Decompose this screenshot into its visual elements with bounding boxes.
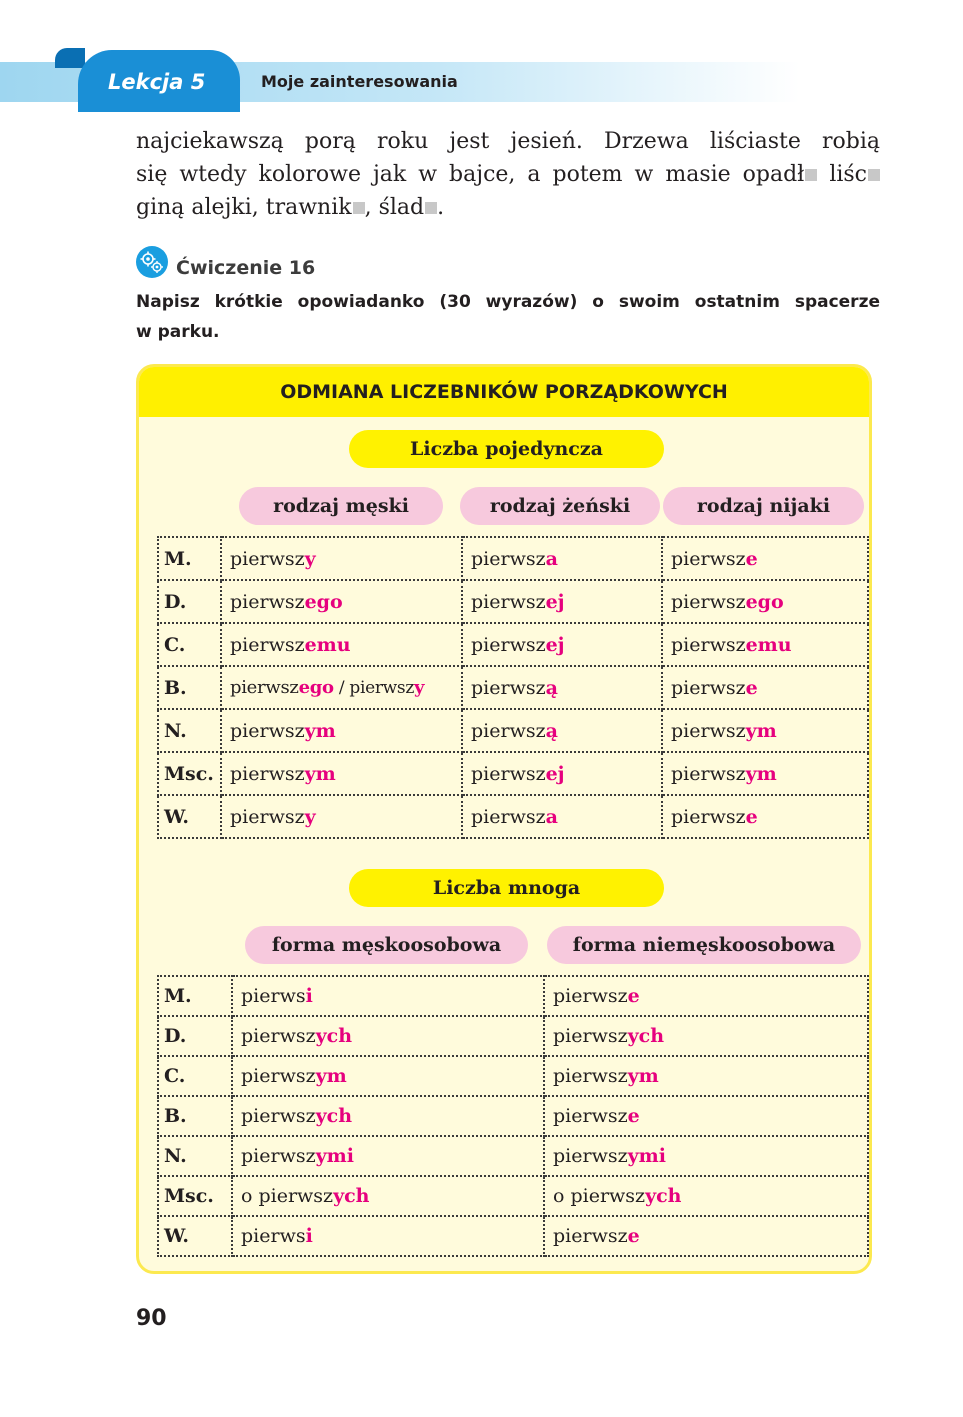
declension-cell [462, 580, 662, 623]
ending-text: a [545, 805, 558, 828]
stem-text: pierwsz [230, 547, 305, 570]
stem-text: pierwsz [471, 590, 546, 613]
ending-text: y [414, 677, 425, 698]
stem-text: o pierwsz [241, 1185, 334, 1207]
case-label: Msc. [158, 1176, 232, 1216]
grammar-box-title: ODMIANA LICZEBNIKÓW PORZĄDKOWYCH [139, 367, 869, 417]
case-label: Msc. [158, 752, 221, 795]
declension-cell [221, 795, 462, 838]
gears-icon [136, 246, 168, 278]
ending-text: ym [745, 719, 777, 742]
table-row [158, 1216, 868, 1256]
stem-text: pierwsz [230, 805, 305, 828]
declension-cell [221, 580, 462, 623]
declension-cell [662, 580, 868, 623]
lesson-label: Lekcja 5 [108, 70, 206, 94]
ending-text: ej [545, 590, 565, 613]
declension-cell [462, 752, 662, 795]
reading-paragraph [136, 125, 880, 224]
ending-text: ych [627, 1025, 665, 1047]
paragraph-line-3 [136, 191, 880, 224]
declension-cell [662, 666, 868, 709]
stem-text: pierwsz [471, 547, 546, 570]
column-header-feminine: rodzaj żeński [460, 487, 660, 525]
stem-text: pierwsz [230, 719, 305, 742]
stem-text: pierwsz [553, 1025, 628, 1047]
paragraph-text: , ślad [364, 195, 425, 220]
page-number: 90 [136, 1306, 167, 1331]
paragraph-line-2 [136, 158, 880, 191]
declension-cell [232, 1136, 544, 1176]
table-row [158, 666, 868, 709]
declension-cell [221, 623, 462, 666]
stem-text: pierwsz [471, 719, 546, 742]
stem-text: o pierwsz [553, 1185, 646, 1207]
stem-text: pierwsz [230, 762, 305, 785]
ending-text: ą [545, 676, 558, 699]
ending-text: ego [745, 590, 784, 613]
stem-text: pierws [241, 1225, 306, 1247]
stem-text: pierwsz [671, 805, 746, 828]
declension-cell [544, 1176, 868, 1216]
ending-text: emu [304, 633, 351, 656]
stem-text: pierwsz [230, 633, 305, 656]
gap-blank [868, 169, 880, 181]
declension-cell [462, 537, 662, 580]
declension-cell [662, 795, 868, 838]
paragraph-text: giną alejki, trawnik [136, 195, 352, 220]
exercise-instruction [136, 287, 880, 347]
declension-cell [544, 976, 868, 1016]
declension-cell [232, 1056, 544, 1096]
ending-text: ego [298, 677, 334, 698]
declension-cell [662, 752, 868, 795]
gap-blank [353, 202, 365, 214]
column-header-masculine: rodzaj męski [239, 487, 443, 525]
case-label: M. [158, 976, 232, 1016]
declension-cell [544, 1056, 868, 1096]
declension-cell [662, 537, 868, 580]
ending-text: e [745, 805, 758, 828]
table-row [158, 1016, 868, 1056]
stem-text: pierwsz [671, 719, 746, 742]
table-row [158, 795, 868, 838]
ending-text: ym [304, 719, 336, 742]
declension-cell [221, 709, 462, 752]
stem-text: pierwsz [553, 985, 628, 1007]
plural-table [157, 975, 869, 1257]
case-label: B. [158, 1096, 232, 1136]
declension-cell [232, 1016, 544, 1056]
ending-text: ych [333, 1185, 370, 1207]
ending-text: ej [545, 762, 565, 785]
stem-text: pierwsz [230, 590, 305, 613]
stem-text: pierwsz [241, 1105, 316, 1127]
ending-text: ych [645, 1185, 682, 1207]
declension-cell [544, 1136, 868, 1176]
plural-heading: Liczba mnoga [349, 869, 664, 907]
table-row [158, 1176, 868, 1216]
declension-cell [232, 976, 544, 1016]
stem-text: pierwsz [553, 1225, 628, 1247]
case-label: M. [158, 537, 221, 580]
declension-cell [544, 1216, 868, 1256]
table-row [158, 580, 868, 623]
case-label: N. [158, 1136, 232, 1176]
ending-text: ych [315, 1105, 353, 1127]
case-label: B. [158, 666, 221, 709]
stem-text: pierwsz [553, 1065, 628, 1087]
instruction-line-2: w parku. [136, 322, 220, 342]
paragraph-text: się wtedy kolorowe jak w bajce, a potem w masie opadł [136, 162, 805, 187]
declension-cell [462, 666, 662, 709]
stem-text: pierwsz [241, 1065, 316, 1087]
ending-text: e [627, 985, 640, 1007]
case-label: N. [158, 709, 221, 752]
ending-text: ego [304, 590, 343, 613]
ending-text: ym [745, 762, 777, 785]
table-row [158, 709, 868, 752]
case-label: C. [158, 623, 221, 666]
stem-text: pierwsz [241, 1145, 316, 1167]
stem-text: pierwsz [241, 1025, 316, 1047]
column-header-masculine-personal: forma męskoosobowa [245, 926, 528, 964]
stem-text: pierwsz [671, 590, 746, 613]
ending-text: i [305, 985, 313, 1007]
column-header-neuter: rodzaj nijaki [663, 487, 864, 525]
stem-text: pierwsz [471, 805, 546, 828]
stem-text: / pierwsz [333, 678, 415, 698]
declension-cell [544, 1096, 868, 1136]
ending-text: ymi [315, 1145, 354, 1167]
declension-cell [462, 709, 662, 752]
paragraph-line-1: najciekawszą porą roku jest jesień. Drzewa liściaste robią [136, 129, 880, 154]
ending-text: ym [304, 762, 336, 785]
column-header-non-masculine-personal: forma niemęskoosobowa [547, 926, 861, 964]
ending-text: ym [627, 1065, 659, 1087]
declension-cell [232, 1176, 544, 1216]
table-row [158, 976, 868, 1016]
ending-text: e [745, 676, 758, 699]
declension-cell [662, 623, 868, 666]
exercise-title: Ćwiczenie 16 [176, 257, 316, 279]
declension-cell [462, 795, 662, 838]
case-label: W. [158, 1216, 232, 1256]
ending-text: emu [745, 633, 792, 656]
singular-heading: Liczba pojedyncza [349, 430, 664, 468]
declension-cell [232, 1216, 544, 1256]
gap-blank [425, 202, 437, 214]
header-tab-shadow [55, 48, 85, 68]
grammar-box [136, 364, 872, 1274]
declension-cell [662, 709, 868, 752]
stem-text: pierwsz [671, 762, 746, 785]
stem-text: pierwsz [671, 547, 746, 570]
ending-text: ym [315, 1065, 347, 1087]
ending-text: e [627, 1225, 640, 1247]
ending-text: e [745, 547, 758, 570]
ending-text: ymi [627, 1145, 666, 1167]
gap-blank [805, 169, 817, 181]
table-row [158, 537, 868, 580]
singular-table [157, 536, 869, 839]
case-label: W. [158, 795, 221, 838]
stem-text: pierwsz [230, 677, 299, 698]
ending-text: i [305, 1225, 313, 1247]
ending-text: y [304, 805, 316, 828]
ending-text: a [545, 547, 558, 570]
table-row [158, 1056, 868, 1096]
case-label: C. [158, 1056, 232, 1096]
stem-text: pierwsz [471, 676, 546, 699]
stem-text: pierws [241, 985, 306, 1007]
stem-text: pierwsz [553, 1145, 628, 1167]
declension-cell [232, 1096, 544, 1136]
declension-cell [221, 666, 462, 709]
paragraph-text: . [437, 195, 445, 220]
ending-text: ych [315, 1025, 353, 1047]
stem-text: pierwsz [553, 1105, 628, 1127]
ending-text: ej [545, 633, 565, 656]
instruction-line-1: Napisz krótkie opowiadanko (30 wyrazów) o swoim ostatnim spacerze [136, 292, 880, 312]
paragraph-text: liśc [817, 162, 867, 187]
stem-text: pierwsz [471, 633, 546, 656]
table-row [158, 752, 868, 795]
table-row [158, 623, 868, 666]
stem-text: pierwsz [671, 633, 746, 656]
stem-text: pierwsz [471, 762, 546, 785]
declension-cell [462, 623, 662, 666]
declension-cell [221, 537, 462, 580]
declension-cell [221, 752, 462, 795]
case-label: D. [158, 580, 221, 623]
lesson-title: Moje zainteresowania [261, 72, 458, 91]
table-row [158, 1096, 868, 1136]
stem-text: pierwsz [671, 676, 746, 699]
ending-text: e [627, 1105, 640, 1127]
declension-cell [544, 1016, 868, 1056]
ending-text: y [304, 547, 316, 570]
table-row [158, 1136, 868, 1176]
case-label: D. [158, 1016, 232, 1056]
ending-text: ą [545, 719, 558, 742]
